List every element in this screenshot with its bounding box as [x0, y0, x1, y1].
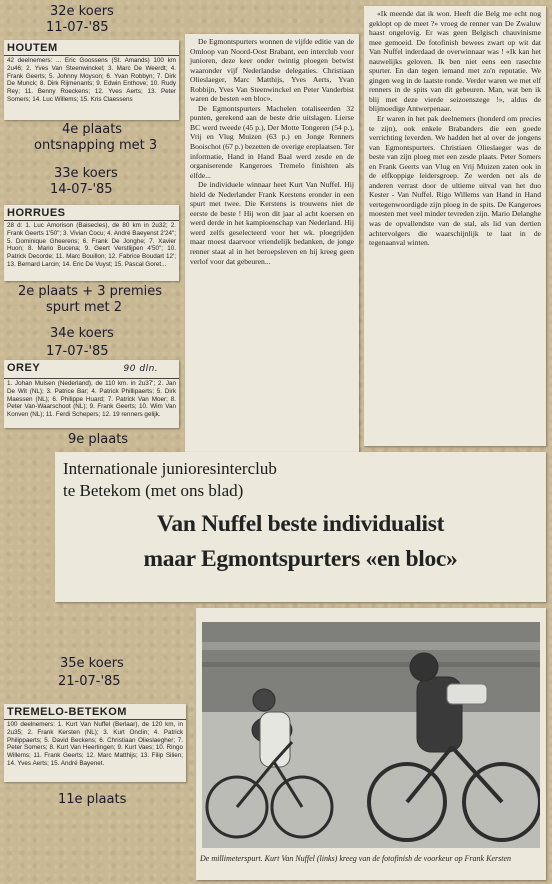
article-col2-p1: «Ik meende dat ik won. Heeft die Belg me echt nog geklopt op de meet ?» vroeg de renner van De Zwaluw haast ongelovig. Er was geen Belgisch chauvinisme mee gemoeid. De fotofinish bewees zwart op wit dat Van Nuffel inderdaad de overwinnaar was ! «Ik kan het nauwelijks geloven. Ik ben niet eens een rasechte spurter. En dan tegen iemand met zo'n reputatie. We gingen weg in de laatste ronde. Verder waren we met elf renners in de spits van dit gebeuren. Man, wat ben ik blij met deze vierde seizoenszege !», aldus de blijmoedige Antwerpenaar.	[369, 9, 541, 114]
result-orey-head	[4, 360, 179, 379]
result-horrues	[4, 205, 179, 281]
article-column-2	[364, 6, 546, 446]
headline-line-2: maar Egmontspurters «en bloc»	[143, 546, 458, 572]
result-orey	[4, 360, 179, 428]
race35-place: 11e plaats	[58, 792, 127, 807]
result-tremelo-head: TREMELO-BETEKOM	[4, 704, 186, 720]
race32-place: 4e plaats	[62, 122, 123, 137]
result-horrues-body: 28 d: 1. Luc Amorison (Baisecles), de 80 km in 2u32; 2. Frank Geerts 1'50"; 3. Vivian Cocu; 4. André Baeyenst 2'24"; 5. Dominique Gheerens; 6. Frank De Jonghe; 7. Xavier Huon; 8. Mario Bucena; 9. Geert Verstlijpen 4'50"; 10. Patrick Decorde; 11. Marc Bouillon; 12. Fabrice Boudart 12'; 13. Bernard Larcin; 14. Eric De Vuyst; 15. Pascal Goret...	[7, 222, 176, 268]
finish-photo-illustration	[202, 622, 540, 848]
result-orey-head-text: OREY	[7, 362, 40, 374]
article-col1-p2: De Egmontspurters Machelen totaliseerden 32 punten, gerekend aan de beste drie uitslagen. Lierse BC werd tweede (45 p.), Der Motte Tongeren (54 p.), Vrij en Vlug Muizen (63 p.) en Jonge Renners Booischot (67 p.) bezetten de overige ereplaatsen. Ter informatie, Hand in Hand Baal werd zesde en de organiserende Kangeroes Tremelo finishten als elfde...	[190, 103, 354, 180]
race32-date: 11-07-'85	[46, 20, 109, 35]
result-orey-body: 1. Johan Mulsen (Nederland), de 110 km. in 2u37'; 2. Jan De Wit (NL); 3. Patrice Bar; 4. Patrick Phillipaerts; 5. Dirk Maessen (NL); 6. Philippe Huard; 7. Patrick Van Moer; 8. Peter Van-Waarschoot (NL); 9. Frank Geerts; 10. Wim Van Konven (NL); 11. Ferdi Schepers; 12. 19 renners gelijk.	[7, 380, 176, 419]
headline-line-1: Van Nuffel beste individualist	[156, 511, 445, 537]
result-horrues-head: HORRUES	[4, 205, 179, 221]
photo-clipping	[196, 608, 546, 880]
finish-photo	[202, 622, 540, 848]
result-tremelo-body: 100 deelnemers: 1. Kurt Van Nuffel (Berlaar), de 120 km, in 2u35; 2. Frank Kersten (NL); 3. Kurt Onclin; 4. Patrick Philippaerts; 5. David Beckens; 6. Christiaan Olieslaegher; 7. Peter Somers; 8. Kurt Van Heertingen; 9. Kurt Vaes; 10. Ringo Willems; 11. Frank Geerts; 12. Marc Matthijs; 13. Filip Silien; 14. Yves Aerts; 15. André Bayenet.	[7, 721, 183, 767]
race33-date: 14-07-'85	[50, 182, 113, 197]
result-houtem-body: 42 deelnemers: ... Eric Goossens (St. Amands) 100 km 2u46; 2. Yves Van Steenwinckel; 3. Marc De Weerdt; 4. Frank Geerts; 5. Johnny Moyson; 6. Yvan Robbyn; 7. Dirk De Munck; 8. Dirk Rijmenants; 9. Edwin Enthove; 10. Rudy Rey; 11. Benny Roeckens; 12. Yves Aerts; 13. Peter Somers; 14. Luc Willems; 15. Kris Claessens	[7, 57, 176, 103]
race33-place: 2e plaats + 3 premies	[18, 284, 162, 299]
race34-date: 17-07-'85	[46, 344, 109, 359]
race35-title: 35e koers	[60, 656, 124, 671]
race34-title: 34e koers	[50, 326, 114, 341]
race34-place: 9e plaats	[68, 432, 129, 447]
article-col2-p2: Er waren in het pak deelnemers (honderd om precies te zijn), ook enkele Brabanders die een goede verrichting leverden. We hadden het al over de jongens van Egmontspurters. Christiaen Olieslaeger was de beste van zijn ploeg met een zesde plaats. Peter Somers en Frank Geerts van Vlug en Vrij Muizen zaten ook in de elfkoppige leidersgroep. Ze werden net als de anderen verrast door de ultieme uitval van het duo Kester - Van Nuffel. Rigo Willems van Hand in Hand vertegenwoordigde zijn ploeg in de spits. De Kangeroes moesten met veel minder tevreden zijn. Mario Delanghe was de opvallendste van de stal, als lid van dertien achtervolgers die waarschijnlijk te laat in de tegenaanval winten.	[369, 114, 541, 248]
result-tremelo	[4, 704, 186, 782]
race32-note: ontsnapping met 3	[34, 138, 158, 153]
race35-date: 21-07-'85	[58, 674, 121, 689]
kicker-line-2: te Betekom (met ons blad)	[63, 481, 244, 500]
race33-title: 33e koers	[54, 166, 118, 181]
race34-dist: 90 dln.	[123, 364, 159, 374]
race32-title: 32e koers	[50, 4, 114, 19]
headline-clipping	[55, 452, 546, 602]
result-houtem-head: HOUTEM	[4, 40, 179, 56]
photo-caption: De millimeterspurt. Kurt Van Nuffel (links) kreeg van de fotofinish de voorkeur op Frank Kersten	[200, 854, 511, 863]
article-col1-p3: De individuele winnaar heet Kurt Van Nuffel. Hij hield de Nederlander Frank Kerstens eronder in een spurt met twee. Die Kerstens is trouwens niet de eerste de beste ! Hij won dit jaar al acht koersen en werd derde in het kampioenschap van Nederland. Hij werd zelfs geselecteerd voor het wk. ploegrijden maar moest daarvoor vriendelijk bedanken, de jonge renner staat al in het beroepsleven en hij kreeg geen verlof voor dat gebeuren...	[190, 180, 354, 266]
article-column-1	[185, 34, 359, 452]
race33-note: spurt met 2	[46, 300, 123, 315]
result-houtem	[4, 40, 179, 120]
article-col1-p1: De Egmontspurters wonnen de vijfde editie van de Omloop van Noord-Oost Brabant, een interclub voor junioren, deze keer onder twintig ploegen betwist waaronder vijf Nederlandse delegaties. Christiaan Olieslaeger, Marc Matthijs, Yves Aerts, Yvan Robbijn, Yves Van Steenwinckel en Peter Vanderbist waren de besten «en bloc».	[190, 37, 354, 104]
kicker-line-1: Internationale junioresinterclub	[63, 459, 277, 478]
